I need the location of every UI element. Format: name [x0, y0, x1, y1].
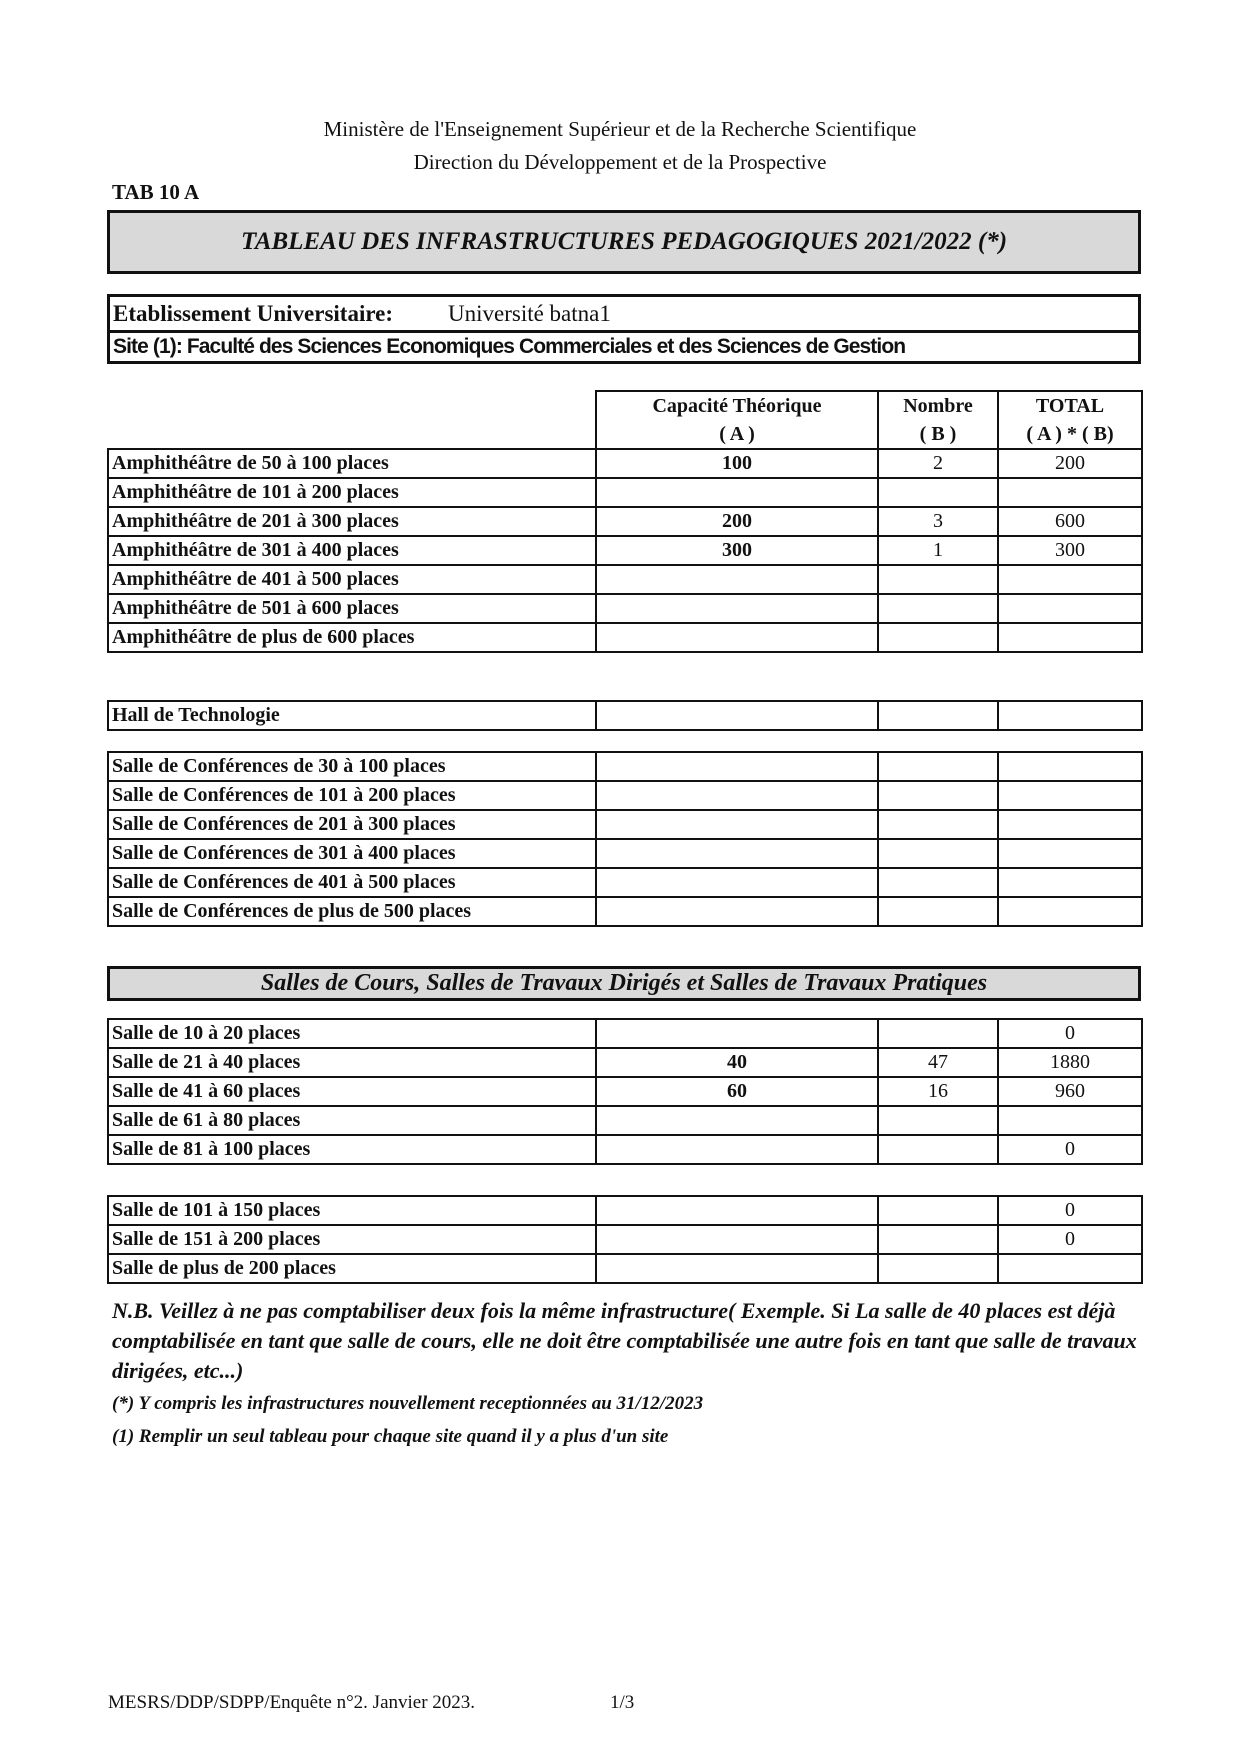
count-cell [878, 594, 998, 623]
row-label: Hall de Technologie [108, 701, 596, 730]
footer-reference: MESRS/DDP/SDPP/Enquête n°2. Janvier 2023. [108, 1692, 476, 1713]
table-row [108, 781, 1142, 810]
count-cell [878, 623, 998, 652]
capacity-cell [596, 1019, 878, 1048]
establishment-row [107, 294, 1141, 330]
count-cell [878, 839, 998, 868]
total-cell [998, 701, 1142, 730]
footer-page-number: 1/3 [610, 1692, 635, 1713]
table-row [108, 565, 1142, 594]
table-row [108, 478, 1142, 507]
row-label: Amphithéâtre de 401 à 500 places [108, 565, 596, 594]
count-cell: 2 [878, 449, 998, 478]
table-row [108, 1254, 1142, 1283]
table-row [108, 839, 1142, 868]
capacity-cell: 300 [596, 536, 878, 565]
total-cell: 0 [998, 1225, 1142, 1254]
count-cell [878, 810, 998, 839]
row-label: Salle de Conférences de 401 à 500 places [108, 868, 596, 897]
table-row [108, 449, 1142, 478]
table-id: TAB 10 A [112, 180, 200, 204]
capacity-cell [596, 1225, 878, 1254]
note-included: (*) Y compris les infrastructures nouvellement receptionnées au 31/12/2023 [112, 1393, 704, 1414]
table-row [108, 536, 1142, 565]
conference-table [107, 751, 1143, 927]
table-row [108, 507, 1142, 536]
count-cell [878, 478, 998, 507]
capacity-cell [596, 701, 878, 730]
capacity-cell: 200 [596, 507, 878, 536]
capacity-cell [596, 897, 878, 926]
total-cell [998, 1106, 1142, 1135]
table-row [108, 1077, 1142, 1106]
total-cell [998, 478, 1142, 507]
total-cell [998, 810, 1142, 839]
total-cell [998, 1254, 1142, 1283]
amphi-table [107, 390, 1143, 653]
nb-note: N.B. Veillez à ne pas comptabiliser deux fois la même infrastructure( Exemple. Si La salle de 40 places est déjà comptabilisée en tant que salle de cours, elle ne doit être comptabilisée une autre fois en tant que salle de travaux dirigées, etc...) [112, 1298, 1137, 1383]
col-a-title: Capacité Théorique [596, 391, 878, 420]
table-row [108, 1225, 1142, 1254]
row-label: Salle de plus de 200 places [108, 1254, 596, 1283]
total-cell [998, 623, 1142, 652]
table-row [108, 1106, 1142, 1135]
row-label: Amphithéâtre de 501 à 600 places [108, 594, 596, 623]
capacity-cell: 60 [596, 1077, 878, 1106]
page-title: TABLEAU DES INFRASTRUCTURES PEDAGOGIQUES 2021/2022 (*) [107, 210, 1141, 274]
count-cell [878, 897, 998, 926]
total-cell: 1880 [998, 1048, 1142, 1077]
row-label: Amphithéâtre de 301 à 400 places [108, 536, 596, 565]
row-label: Amphithéâtre de 50 à 100 places [108, 449, 596, 478]
count-cell [878, 1135, 998, 1164]
table-row [108, 752, 1142, 781]
salle-table [107, 1018, 1143, 1165]
count-cell [878, 868, 998, 897]
column-header-row [108, 391, 1142, 420]
capacity-cell [596, 478, 878, 507]
capacity-cell [596, 839, 878, 868]
total-cell: 0 [998, 1019, 1142, 1048]
salle-large-table [107, 1195, 1143, 1284]
count-cell: 3 [878, 507, 998, 536]
row-label: Salle de Conférences de plus de 500 places [108, 897, 596, 926]
establishment-value: Université batna1 [448, 300, 611, 326]
table-row [108, 1196, 1142, 1225]
count-cell [878, 752, 998, 781]
col-a-sub: ( A ) [596, 420, 878, 449]
row-label: Amphithéâtre de 201 à 300 places [108, 507, 596, 536]
row-label: Salle de 41 à 60 places [108, 1077, 596, 1106]
total-cell: 600 [998, 507, 1142, 536]
total-cell [998, 839, 1142, 868]
row-label: Salle de 81 à 100 places [108, 1135, 596, 1164]
table-row [108, 810, 1142, 839]
row-label: Amphithéâtre de 101 à 200 places [108, 478, 596, 507]
table-row [108, 594, 1142, 623]
count-cell [878, 565, 998, 594]
table-row [108, 1048, 1142, 1077]
row-label: Salle de Conférences de 30 à 100 places [108, 752, 596, 781]
direction-name: Direction du Développement et de la Prospective [413, 150, 827, 174]
table-row [108, 1135, 1142, 1164]
row-label: Salle de Conférences de 201 à 300 places [108, 810, 596, 839]
capacity-cell [596, 1106, 878, 1135]
note-site: (1) Remplir un seul tableau pour chaque site quand il y a plus d'un site [112, 1426, 669, 1447]
total-cell: 960 [998, 1077, 1142, 1106]
ministry-name: Ministère de l'Enseignement Supérieur et de la Recherche Scientifique [323, 117, 917, 141]
col-b-title: Nombre [878, 391, 998, 420]
hall-table [107, 700, 1143, 731]
total-cell: 0 [998, 1135, 1142, 1164]
capacity-cell [596, 594, 878, 623]
total-cell: 0 [998, 1196, 1142, 1225]
total-cell [998, 868, 1142, 897]
count-cell [878, 781, 998, 810]
count-cell [878, 1019, 998, 1048]
count-cell [878, 1106, 998, 1135]
table-row [108, 623, 1142, 652]
row-label: Salle de Conférences de 101 à 200 places [108, 781, 596, 810]
row-label: Salle de 10 à 20 places [108, 1019, 596, 1048]
table-row [108, 897, 1142, 926]
total-cell: 200 [998, 449, 1142, 478]
row-label: Salle de 151 à 200 places [108, 1225, 596, 1254]
col-c-sub: ( A ) * ( B) [998, 420, 1142, 449]
count-cell [878, 1196, 998, 1225]
total-cell [998, 897, 1142, 926]
column-subheader-row [108, 420, 1142, 449]
capacity-cell [596, 781, 878, 810]
table-row [108, 1019, 1142, 1048]
count-cell [878, 701, 998, 730]
row-label: Salle de 61 à 80 places [108, 1106, 596, 1135]
capacity-cell [596, 1254, 878, 1283]
row-label: Amphithéâtre de plus de 600 places [108, 623, 596, 652]
capacity-cell [596, 565, 878, 594]
total-cell: 300 [998, 536, 1142, 565]
total-cell [998, 594, 1142, 623]
count-cell [878, 1225, 998, 1254]
table-row [108, 868, 1142, 897]
establishment-label: Etablissement Universitaire: [113, 300, 394, 326]
section-title: Salles de Cours, Salles de Travaux Dirigés et Salles de Travaux Pratiques [107, 966, 1141, 1001]
capacity-cell [596, 1196, 878, 1225]
row-label: Salle de 101 à 150 places [108, 1196, 596, 1225]
row-label: Salle de Conférences de 301 à 400 places [108, 839, 596, 868]
capacity-cell [596, 752, 878, 781]
col-b-sub: ( B ) [878, 420, 998, 449]
count-cell: 1 [878, 536, 998, 565]
total-cell [998, 752, 1142, 781]
capacity-cell [596, 868, 878, 897]
capacity-cell [596, 810, 878, 839]
col-c-title: TOTAL [998, 391, 1142, 420]
total-cell [998, 565, 1142, 594]
capacity-cell [596, 1135, 878, 1164]
capacity-cell [596, 623, 878, 652]
site-name: Site (1): Faculté des Sciences Economiques Commerciales et des Sciences de Gestion [107, 330, 1141, 364]
table-row [108, 701, 1142, 730]
capacity-cell: 100 [596, 449, 878, 478]
row-label: Salle de 21 à 40 places [108, 1048, 596, 1077]
count-cell: 47 [878, 1048, 998, 1077]
total-cell [998, 781, 1142, 810]
count-cell: 16 [878, 1077, 998, 1106]
capacity-cell: 40 [596, 1048, 878, 1077]
count-cell [878, 1254, 998, 1283]
